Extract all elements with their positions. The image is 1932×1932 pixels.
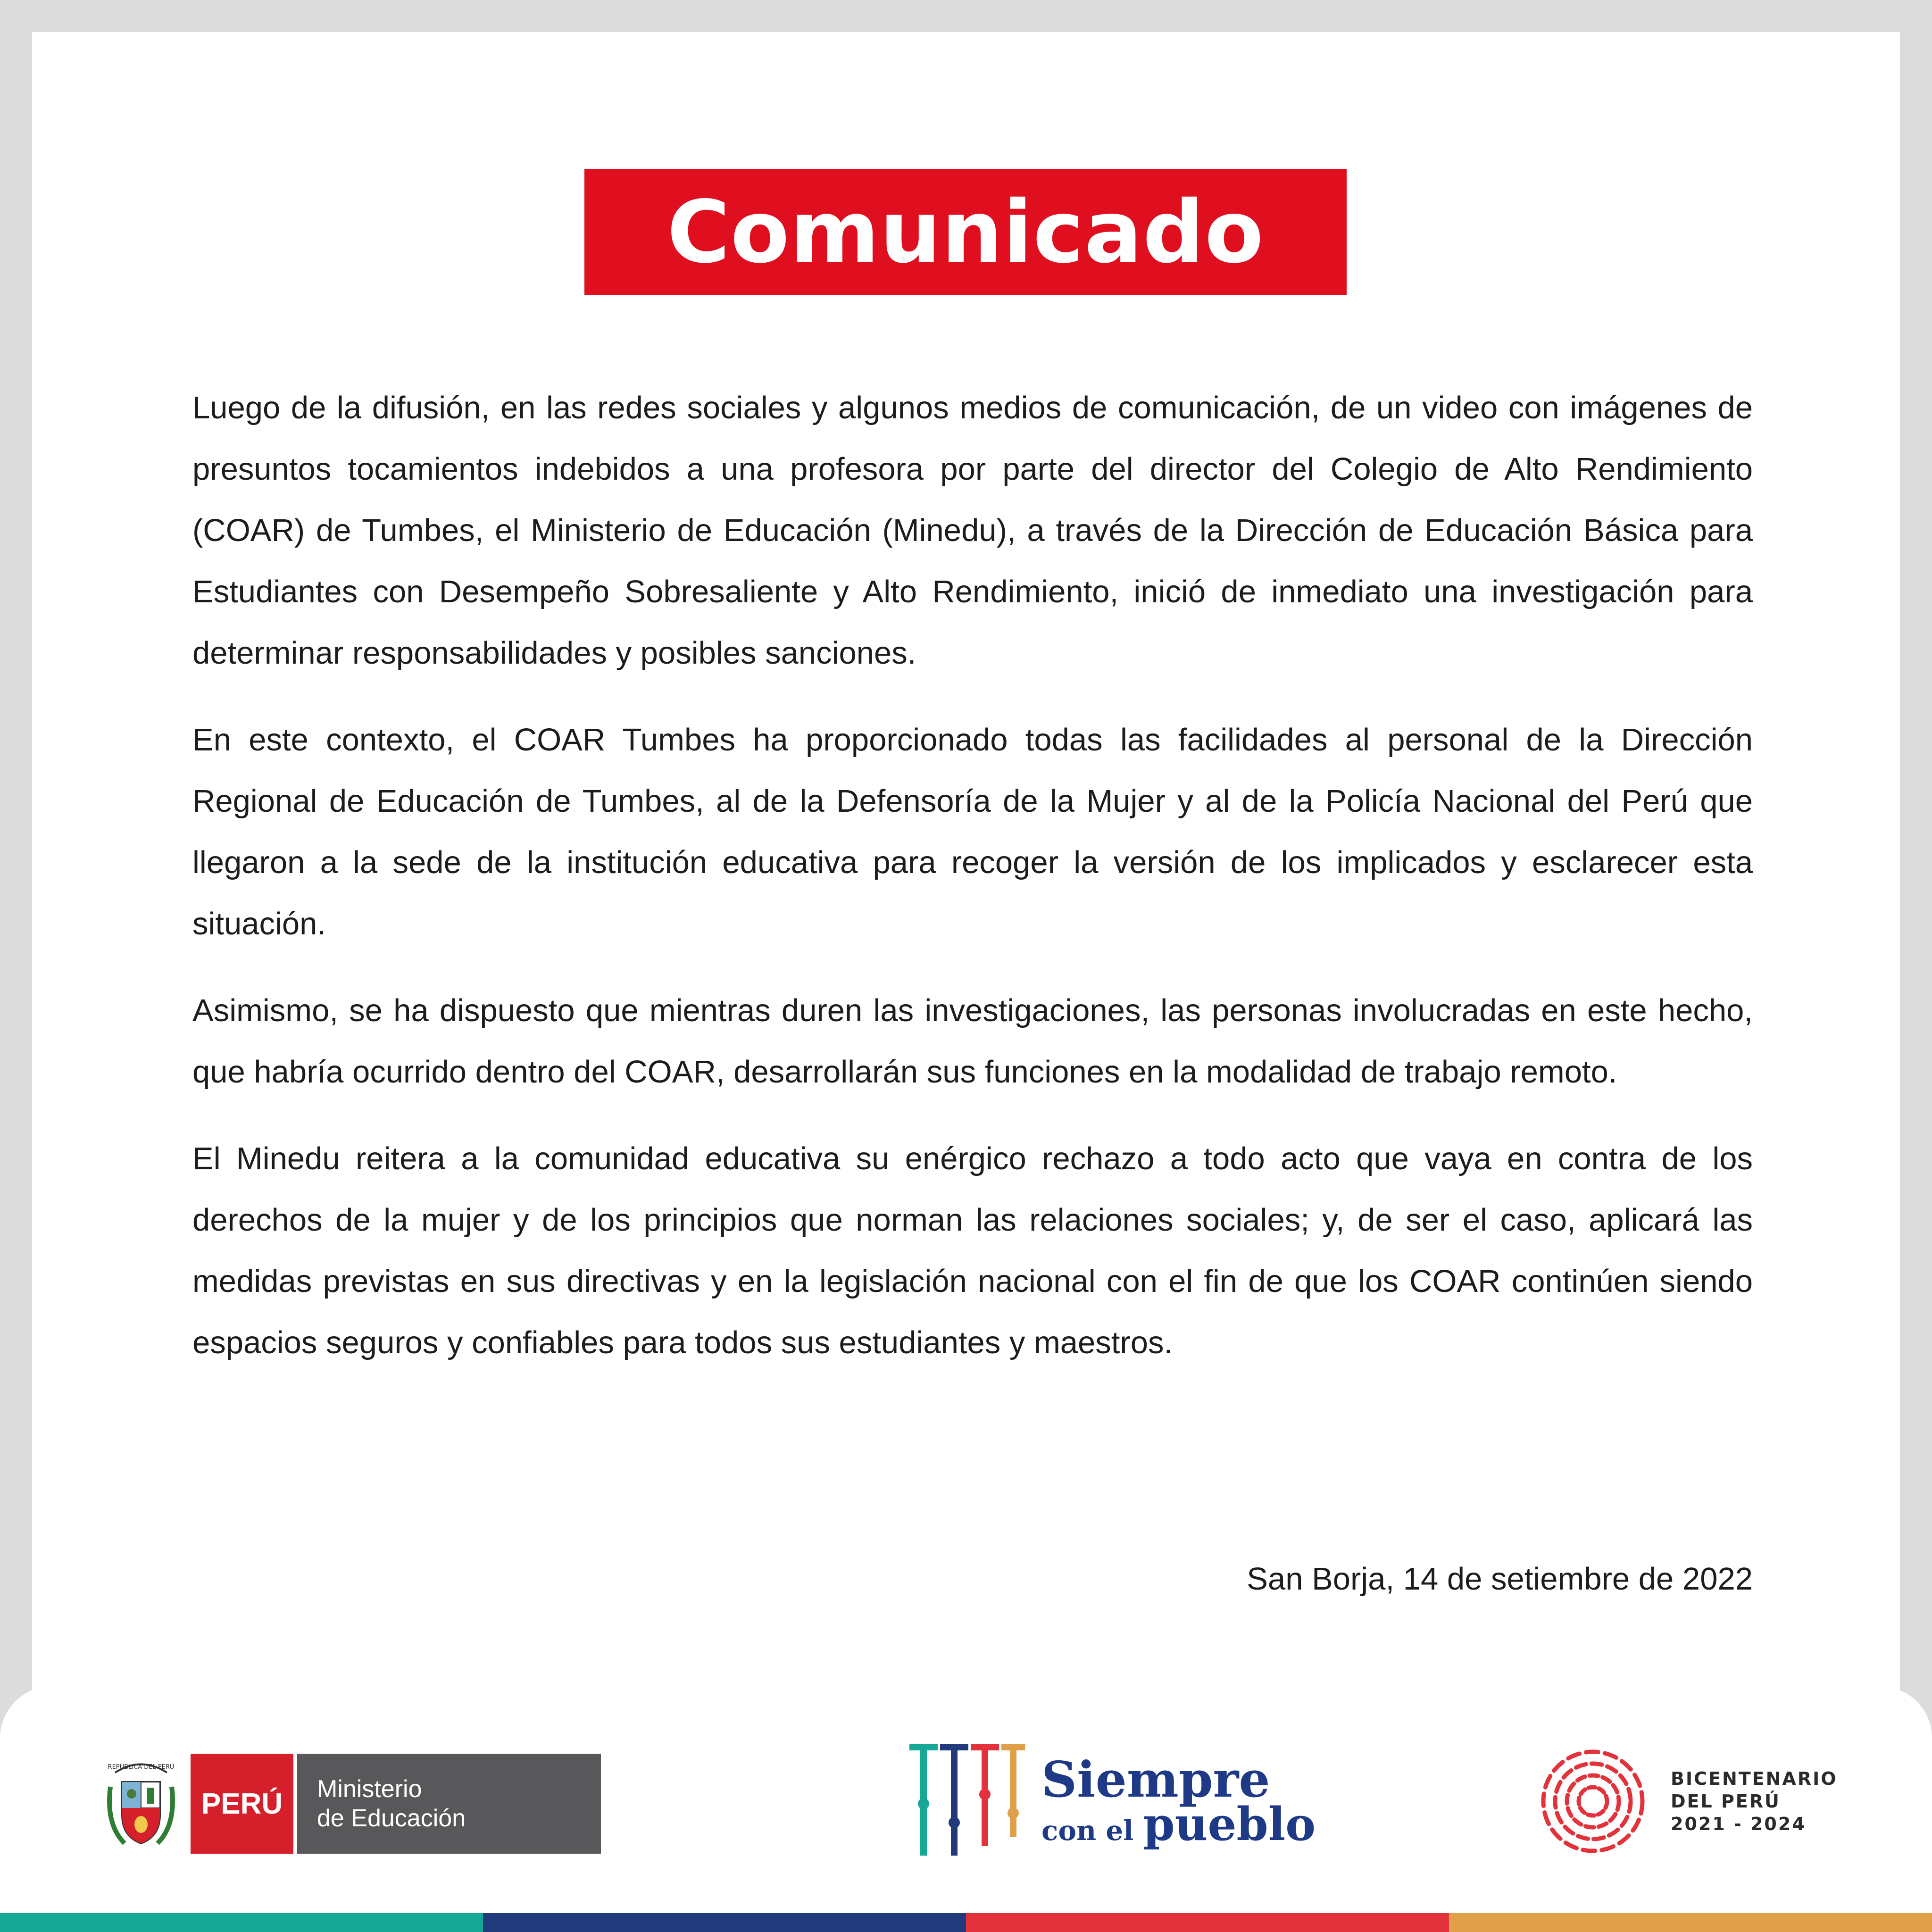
bicentenario-line-1: BICENTENARIO xyxy=(1671,1768,1838,1789)
bicentenario-sun-icon xyxy=(1534,1742,1652,1860)
coat-of-arms-icon xyxy=(101,1754,181,1854)
stripe-red xyxy=(966,1913,1449,1932)
ministry-line-1: Ministerio xyxy=(317,1775,422,1803)
bicentenario-text xyxy=(1671,1767,1838,1835)
paragraph-2: En este contexto, el COAR Tumbes ha proporcionado todas las facilidades al personal de la Dirección Regional de Educación de Tumbes, al de la Defensoría de la Mujer y al de la Policía Nacional del Perú que llegaron a la sede de la institución educativa para recoger la versión de los implicados y esclarecer esta situación. xyxy=(192,722,1753,941)
ribbons-icon xyxy=(905,1742,1027,1860)
minedu-logo xyxy=(101,1754,601,1854)
campaign-text xyxy=(1041,1750,1316,1851)
seal-text: REPÚBLICA DEL PERÚ xyxy=(108,1764,175,1771)
page-title: Comunicado xyxy=(667,182,1264,282)
color-stripes xyxy=(0,1913,1932,1932)
campaign-line-2-big: pueblo xyxy=(1143,1797,1316,1851)
campaign-line-1: Siempre xyxy=(1041,1750,1270,1808)
stripe-navy xyxy=(483,1913,966,1932)
bicentenario-line-2: DEL PERÚ xyxy=(1671,1791,1781,1812)
campaign-logo xyxy=(905,1742,1316,1860)
stripe-gold xyxy=(1449,1913,1932,1932)
paragraph-3: Asimismo, se ha dispuesto que mientras duren las investigaciones, las personas involucradas en este hecho, que habría ocurrido dentro del COAR, desarrollarán sus funciones en la modalidad de trabajo remoto. xyxy=(192,993,1753,1090)
campaign-line-2-small: con el xyxy=(1041,1814,1134,1847)
date-line: San Borja, 14 de setiembre de 2022 xyxy=(1247,1561,1753,1597)
stripe-teal xyxy=(0,1913,483,1932)
paragraph-4: El Minedu reitera a la comunidad educativa su enérgico rechazo a todo acto que vaya en contra de los derechos de la mujer y de los principios que norman las relaciones sociales; y, de ser el caso, aplicará las medidas previstas en sus directivas y en la legislación nacional con el fin de que los COAR continúen siendo espacios seguros y confiables para todos sus estudiantes y maestros. xyxy=(192,1141,1753,1360)
peru-label: PERÚ xyxy=(191,1754,293,1854)
bicentenario-line-3: 2021 - 2024 xyxy=(1671,1814,1806,1834)
ministry-line-2: de Educación xyxy=(317,1805,466,1832)
statement-body xyxy=(192,377,1753,1399)
campaign-line-2 xyxy=(1041,1797,1316,1851)
title-banner xyxy=(584,169,1347,295)
ministry-label xyxy=(297,1754,601,1854)
paragraph-1: Luego de la difusión, en las redes sociales y algunos medios de comunicación, de un video con imágenes de presuntos tocamientos indebidos a una profesora por parte del director del Colegio de Alto Rendimiento (COAR) de Tumbes, el Ministerio de Educación (Minedu), a través de la Dirección de Educación Básica para Estudiantes con Desempeño Sobresaliente y Alto Rendimiento, inició de inmediato una investigación para determinar responsabilidades y posibles sanciones. xyxy=(192,390,1753,671)
bicentenario-logo xyxy=(1534,1742,1838,1860)
